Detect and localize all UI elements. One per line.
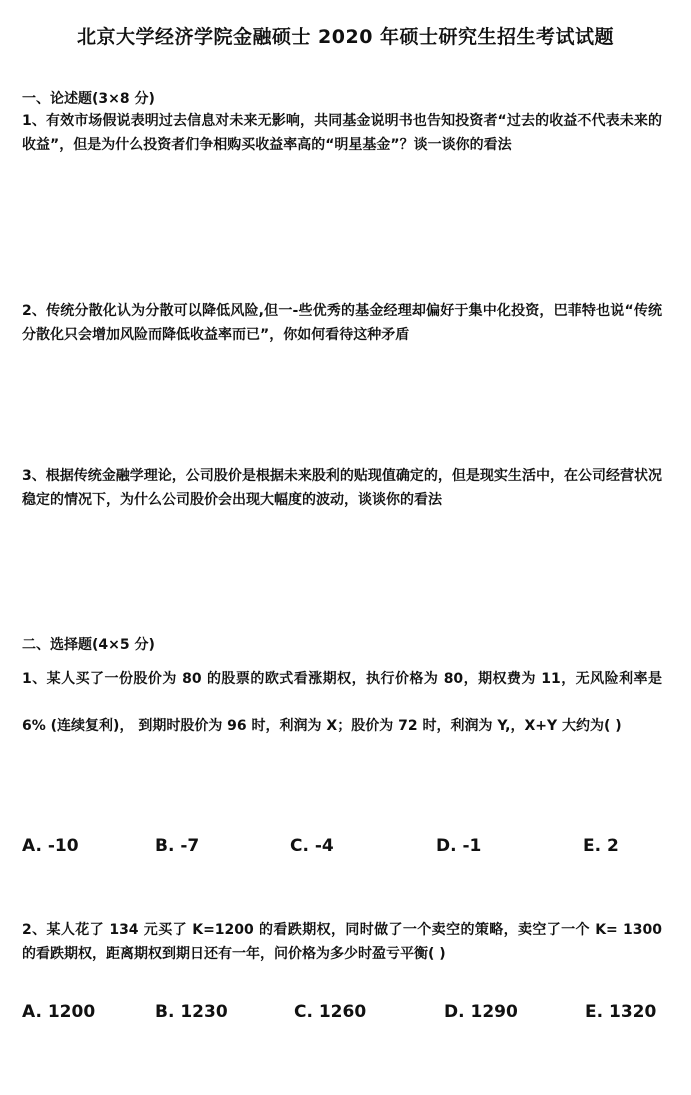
- option-d: D. -1: [436, 836, 482, 856]
- essay-question-3: 3、根据传统金融学理论，公司股价是根据未来股利的贴现值确定的，但是现实生活中，在公司经营状况稳定的情况下，为什么公司股价会出现大幅度的波动，谈谈你的看法: [22, 468, 662, 508]
- option-c: C. -4: [290, 836, 334, 856]
- choice-question-2: 2、某人花了 134 元买了 K=1200 的看跌期权，同时做了一个卖空的策略，卖空了一个 K= 1300 的看跌期权，距离期权到期日还有一年，问价格为多少时盈亏平衡( ): [22, 922, 662, 962]
- essay-question-2: 2、传统分散化认为分散可以降低风险,但一-些优秀的基金经理却偏好于集中化投资，巴菲特也说“传统分散化只会增加风险而降低收益率而已”，你如何看待这种矛盾: [22, 303, 662, 343]
- choice-question-1-options: [22, 836, 662, 860]
- page-title: 北京大学经济学院金融硕士 2020 年硕士研究生招生考试试题: [76, 26, 615, 48]
- option-c: C. 1260: [294, 1002, 367, 1022]
- essay-question-1: 1、有效市场假说表明过去信息对未来无影响，共同基金说明书也告知投资者“过去的收益不代表未来的收益”，但是为什么投资者们争相购买收益率高的“明星基金”？谈一谈你的看法: [22, 113, 662, 153]
- choice-question-2-options: [22, 1002, 662, 1026]
- option-e: E. 1320: [585, 1002, 657, 1022]
- option-b: B. -7: [155, 836, 200, 856]
- section-heading-choice: 二、选择题(4×5 分): [22, 637, 155, 653]
- option-e: E. 2: [583, 836, 619, 856]
- section-heading-essay: 一、论述题(3×8 分): [22, 91, 155, 107]
- option-b: B. 1230: [155, 1002, 228, 1022]
- option-a: A. 1200: [22, 1002, 96, 1022]
- option-a: A. -10: [22, 836, 79, 856]
- option-d: D. 1290: [444, 1002, 518, 1022]
- choice-question-1: 1、某人买了一份股价为 80 的股票的欧式看涨期权，执行价格为 80，期权费为 11，无风险利率是 6% (连续复利)， 到期时股价为 96 时，利润为 X；股价为 72 时，利润为 Y,，X+Y 大约为( ): [22, 671, 662, 734]
